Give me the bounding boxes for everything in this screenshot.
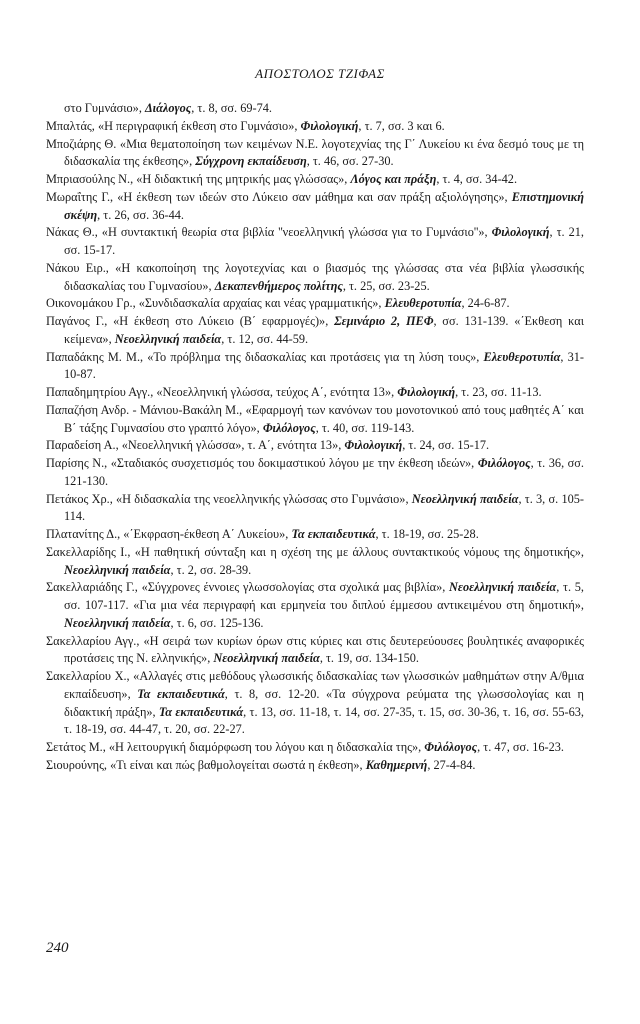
entry-text: , τ. 6, σσ. 125-136. — [170, 615, 264, 630]
publication-title: Ελευθεροτυπία — [483, 349, 561, 364]
page-number: 240 — [46, 940, 69, 956]
entry-text: , 24-6-87. — [461, 296, 510, 311]
entry-text: Οικονομάκου Γρ., «Συνδιδασκαλία αρχαίας και νέας γραμματικής», — [46, 296, 385, 311]
publication-title: Τα εκπαιδευτικά — [291, 527, 376, 541]
entry-text: , τ. 12, σσ. 44-59. — [221, 331, 309, 346]
entry-text: , τ. 4, σσ. 34-42. — [436, 172, 518, 186]
entry-text: Νάκου Ειρ., «Η κακοποίηση της λογοτεχνίας και ο βιασμός της γλώσσας στα νέα βιβλία γλωσσικής διδασκαλίας του Γυμνασίου», — [46, 260, 584, 293]
entry-text: , τ. 2, σσ. 28-39. — [170, 562, 252, 577]
entry-text: Παραδείση Α., «Νεοελληνική γλώσσα», τ. Α΄, ενότητα 13», — [46, 438, 345, 453]
entry-text: , τ. 19, σσ. 134-150. — [319, 651, 419, 666]
entry-text: , τ. 8, σσ. 69-74. — [191, 101, 272, 115]
bibliography-entry — [46, 224, 584, 260]
bibliography-entry — [46, 260, 584, 296]
bibliography-entry — [46, 739, 584, 757]
publication-title: Σύγχρονη εκπαίδευση — [195, 154, 307, 169]
entry-text: Πετάκος Χρ., «Η διδασκαλία της νεοελληνικής γλώσσας στο Γυμνάσιο», — [46, 491, 412, 506]
publication-title: Επιστημονική σκέψη — [64, 189, 584, 222]
publication-title: Τα εκπαιδευτικά — [158, 704, 244, 719]
entry-text: Μωραΐτης Γ., «Η έκθεση των ιδεών στο Λύκειο σαν μάθημα και σαν πράξη αξιολόγησης», — [46, 189, 512, 204]
entry-text: Πλατανίτης Δ., «΄Εκφραση-έκθεση Α΄ Λυκείου», — [46, 527, 292, 541]
entry-text: , τ. 13, σσ. 11-18, τ. 14, σσ. 27-35, τ. 15, σσ. 30-36, τ. 16, σσ. 55-63, τ. 18-19, σσ. 44-47, τ. 20, σσ. 22-27. — [64, 704, 584, 737]
entry-text: , τ. 26, σσ. 36-44. — [97, 207, 185, 222]
entry-text: Σακελλαρίδης Ι., «Η παθητική σύνταξη και η σχέση της με άλλους συντακτικούς νόμους της δημοτικής», — [46, 544, 584, 559]
bibliography-entry — [46, 544, 584, 580]
publication-title: Τα εκπαιδευτικά — [137, 686, 225, 701]
publication-title: Φιλολογική — [300, 118, 359, 133]
entry-text: , τ. 18-19, σσ. 25-28. — [375, 527, 479, 541]
publication-title: Ελευθεροτυπία — [384, 296, 462, 311]
entry-text: Παπαδάκης Μ. Μ., «Το πρόβλημα της διδασκαλίας και προτάσεις για τη λύση τους», — [46, 349, 484, 364]
publication-title: Νεοελληνική παιδεία — [114, 331, 222, 346]
entry-text: Μπριασούλης Ν., «Η διδακτική της μητρικής μας γλώσσας», — [46, 172, 351, 186]
bibliography-entry — [46, 136, 584, 172]
publication-title: Φιλολογική — [491, 225, 550, 240]
entry-text: , τ. 3, σ. 105-114. — [64, 491, 584, 524]
entry-text: Μποζιάρης Θ. «Μια θεματοποίηση των κειμένων Ν.Ε. λογοτεχνίας της Γ΄ Λυκείου κι ένα δεσμό τους με τη διδασκαλία της έκθεσης», — [46, 136, 584, 169]
publication-title: Νεοελληνική παιδεία — [449, 580, 557, 595]
publication-title: Φιλολογική — [397, 385, 456, 399]
publication-title: Φιλόλογος — [424, 740, 478, 754]
bibliography-entry — [46, 668, 584, 739]
publication-title: Νεοελληνική παιδεία — [411, 491, 519, 506]
entry-text: , τ. 36, σσ. 121-130. — [64, 456, 585, 488]
bibliography-entry — [46, 757, 584, 775]
entry-text: , τ. 8, σσ. 12-20. «Τα σύγχρονα ρεύματα της γλωσσολογίας και η διδακτική πράξη», — [64, 686, 584, 719]
entry-text: Σακελλαρίου Χ., «Αλλαγές στις μεθόδους γλωσσικής διδασκαλίας των γλωσσικών μαθημάτων στην Α/θμια εκπαίδευση», — [46, 669, 584, 701]
entry-text: , τ. 40, σσ. 119-143. — [315, 420, 415, 435]
bibliography-entry — [46, 118, 584, 136]
publication-title: Φιλόλογος — [477, 456, 531, 470]
bibliography-entry — [46, 402, 584, 438]
bibliography-entry — [46, 171, 584, 189]
entry-text: Παρίσης Ν., «Σταδιακός συσχετισμός του δοκιμαστικού λόγου με την έκθεση ιδεών», — [46, 456, 478, 470]
bibliography-entry — [46, 100, 584, 118]
bibliography-entry — [46, 633, 584, 669]
bibliography-entry — [46, 189, 584, 225]
publication-title: Νεοελληνική παιδεία — [64, 615, 171, 630]
running-header: ΑΠΟΣΤΟΛΟΣ ΤΖΙΦΑΣ — [255, 66, 385, 81]
bibliography-entry — [46, 295, 584, 313]
publication-title: Δεκαπενθήμερος πολίτης — [214, 278, 343, 293]
publication-title: Νεοελληνική παιδεία — [213, 651, 320, 666]
publication-title: Σεμινάριο 2, ΠΕΦ — [334, 314, 434, 328]
bibliography-list — [46, 100, 584, 775]
bibliography-entry — [46, 455, 584, 491]
publication-title: Φιλολογική — [344, 438, 403, 453]
entry-text: στο Γυμνάσιο», — [64, 101, 145, 115]
entry-text: Παπαδημητρίου Αγγ., «Νεοελληνική γλώσσα, τεύχος Α΄, ενότητα 13», — [46, 385, 398, 399]
entry-text: Σετάτος Μ., «Η λειτουργική διαμόρφωση του λόγου και η διδασκαλία της», — [46, 740, 425, 754]
entry-text: , τ. 46, σσ. 27-30. — [306, 154, 394, 169]
publication-title: Λόγος και πράξη — [350, 172, 437, 186]
entry-text: Σακελλαρίου Αγγ., «Η σειρά των κυρίων όρων στις κύριες και στις δευτερεύουσες βουλητικές αναφορικές προτάσεις της Ν. ελληνικής», — [46, 633, 584, 666]
bibliography-entry — [46, 349, 584, 385]
entry-text: , τ. 47, σσ. 16-23. — [477, 740, 565, 754]
entry-text: Παγάνος Γ., «Η έκθεση στο Λύκειο (Β΄ εφαρμογές)», — [46, 314, 335, 328]
entry-text: Παπαζήση Ανδρ. - Μάνιου-Βακάλη Μ., «Εφαρμογή των κανόνων του μονοτονικού από τους μαθητές Α΄ και Β΄ τάξης Γυμνασίου στο γραπτό λόγο», — [46, 402, 584, 435]
bibliography-entry — [46, 384, 584, 402]
bibliography-entry — [46, 579, 584, 632]
publication-title: Διάλογος — [144, 101, 192, 115]
entry-text: Σακελλαριάδης Γ., «Σύγχρονες έννοιες γλωσσολογίας στα σχολικά μας βιβλία», — [46, 580, 450, 595]
bibliography-entry — [46, 526, 584, 544]
entry-text: Μπαλτάς, «Η περιγραφική έκθεση στο Γυμνάσιο», — [46, 118, 301, 133]
entry-text: , 31-10-87. — [64, 349, 584, 382]
entry-text: , τ. 21, σσ. 15-17. — [64, 225, 584, 257]
entry-text: , τ. 24, σσ. 15-17. — [402, 438, 490, 453]
publication-title: Καθημερινή — [365, 757, 428, 772]
entry-text: , 27-4-84. — [427, 757, 476, 772]
entry-text: , σσ. 131-139. «΄Εκθεση και κείμενα», — [64, 314, 584, 346]
bibliography-entry — [46, 437, 584, 455]
entry-text: Νάκας Θ., «Η συντακτική θεωρία στα βιβλία ''νεοελληνική γλώσσα για το Γυμνάσιο''», — [46, 225, 492, 240]
entry-text: , τ. 7, σσ. 3 και 6. — [358, 118, 445, 133]
bibliography-entry — [46, 313, 584, 349]
bibliography-entry — [46, 491, 584, 527]
publication-title: Νεοελληνική παιδεία — [64, 562, 171, 577]
entry-text: Σιουρούνης, «Τι είναι και πώς βαθμολογείται σωστά η έκθεση», — [46, 757, 366, 772]
publication-title: Φιλόλογος — [262, 420, 316, 435]
entry-text: , τ. 5, σσ. 107-117. «Για μια νέα περιγραφή και ερμηνεία του διπλού έμμεσου αντικειμένου στη δημοτική», — [64, 580, 584, 612]
entry-text: , τ. 23, σσ. 11-13. — [455, 385, 542, 399]
entry-text: , τ. 25, σσ. 23-25. — [342, 278, 430, 293]
